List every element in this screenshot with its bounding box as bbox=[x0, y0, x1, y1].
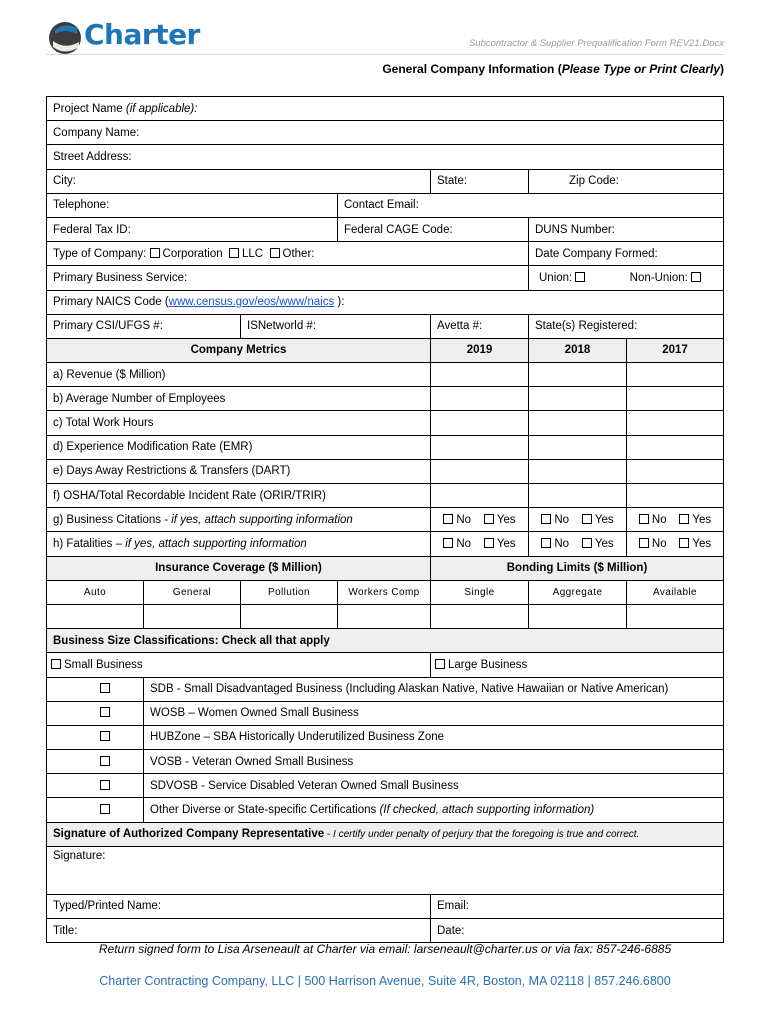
insurance-input[interactable] bbox=[338, 604, 431, 628]
yes-checkbox[interactable] bbox=[679, 514, 689, 524]
federal-cage-field[interactable]: Federal CAGE Code: bbox=[338, 217, 529, 241]
return-instructions: Return signed form to Lisa Arseneault at Charter via email: larseneault@charter.us or via fax: 857-246-6885 bbox=[98, 942, 672, 956]
form-reference: Subcontractor & Supplier Prequalification Form REV21.Docx bbox=[468, 38, 724, 49]
metric-input[interactable] bbox=[627, 411, 724, 435]
metric-input[interactable] bbox=[431, 387, 529, 411]
yes-checkbox[interactable] bbox=[582, 514, 592, 524]
certification-checkbox-cell bbox=[47, 798, 144, 822]
certification-row bbox=[47, 774, 724, 798]
insurance-col-general: General bbox=[144, 580, 241, 604]
insurance-input[interactable] bbox=[144, 604, 241, 628]
company-footer: Charter Contracting Company, LLC | 500 Harrison Avenue, Suite 4R, Boston, MA 02118 | 857.246.6800 bbox=[99, 974, 671, 988]
federal-tax-id-field[interactable]: Federal Tax ID: bbox=[47, 217, 338, 241]
metrics-header: Company Metrics bbox=[47, 338, 431, 362]
csi-field[interactable]: Primary CSI/UFGS #: bbox=[47, 314, 241, 338]
date-field[interactable]: Date: bbox=[431, 919, 724, 943]
metric-input[interactable] bbox=[529, 363, 627, 387]
title-row bbox=[47, 919, 724, 943]
corporation-checkbox[interactable] bbox=[150, 248, 160, 258]
insurance-bonding-input-row bbox=[47, 604, 724, 628]
yes-checkbox[interactable] bbox=[679, 538, 689, 548]
certification-row bbox=[47, 798, 724, 822]
no-checkbox[interactable] bbox=[541, 514, 551, 524]
metric-input[interactable] bbox=[431, 363, 529, 387]
metric-input[interactable] bbox=[627, 484, 724, 508]
certification-row bbox=[47, 750, 724, 774]
metrics-row bbox=[47, 411, 724, 435]
other-checkbox[interactable] bbox=[270, 248, 280, 258]
year-2018: 2018 bbox=[529, 338, 627, 362]
no-checkbox[interactable] bbox=[443, 538, 453, 548]
business-size-header: Business Size Classifications: Check all that apply bbox=[47, 629, 724, 653]
row-type-of-company bbox=[47, 242, 724, 266]
row-city bbox=[47, 169, 724, 193]
union-checkbox[interactable] bbox=[575, 272, 585, 282]
large-business-checkbox[interactable] bbox=[435, 659, 445, 669]
row-project-name bbox=[47, 97, 724, 121]
logo-text: Charter bbox=[84, 18, 200, 51]
yes-checkbox[interactable] bbox=[484, 514, 494, 524]
duns-field[interactable]: DUNS Number: bbox=[529, 217, 724, 241]
certification-label: HUBZone – SBA Historically Underutilized Business Zone bbox=[144, 725, 724, 749]
insurance-header: Insurance Coverage ($ Million) bbox=[47, 556, 431, 580]
metric-input[interactable] bbox=[529, 435, 627, 459]
row-street-address bbox=[47, 145, 724, 169]
prequalification-form bbox=[46, 96, 724, 943]
other-certification-checkbox[interactable] bbox=[100, 804, 110, 814]
signature-field[interactable]: Signature: bbox=[47, 846, 724, 894]
fatalities-2017: No Yes bbox=[627, 532, 724, 556]
metric-label: b) Average Number of Employees bbox=[47, 387, 431, 411]
metric-label: d) Experience Modification Rate (EMR) bbox=[47, 435, 431, 459]
certification-label: SDVOSB - Service Disabled Veteran Owned Small Business bbox=[144, 774, 724, 798]
small-business-option: Small Business bbox=[47, 653, 431, 677]
metric-label: f) OSHA/Total Recordable Incident Rate (ORIR/TRIR) bbox=[47, 484, 431, 508]
llc-checkbox[interactable] bbox=[229, 248, 239, 258]
business-size-header-row bbox=[47, 629, 724, 653]
zip-field[interactable]: Zip Code: bbox=[529, 169, 724, 193]
fatalities-2018: No Yes bbox=[529, 532, 627, 556]
project-name-field[interactable]: Project Name (if applicable): bbox=[47, 97, 724, 121]
insurance-input[interactable] bbox=[241, 604, 338, 628]
naics-link[interactable]: www.census.gov/eos/www/naics bbox=[168, 296, 335, 309]
typed-name-row bbox=[47, 894, 724, 918]
certification-checkbox-cell bbox=[47, 774, 144, 798]
metrics-row bbox=[47, 387, 724, 411]
insurance-col-pollution: Pollution bbox=[241, 580, 338, 604]
metrics-row bbox=[47, 459, 724, 483]
date-formed-field[interactable]: Date Company Formed: bbox=[529, 242, 724, 266]
email-field[interactable]: Email: bbox=[431, 894, 724, 918]
sdb-checkbox[interactable] bbox=[100, 683, 110, 693]
large-business-option: Large Business bbox=[431, 653, 724, 677]
typed-name-field[interactable]: Typed/Printed Name: bbox=[47, 894, 431, 918]
certification-label: SDB - Small Disadvantaged Business (Including Alaskan Native, Native Hawaiian or Native American) bbox=[144, 677, 724, 701]
certification-row bbox=[47, 677, 724, 701]
no-checkbox[interactable] bbox=[541, 538, 551, 548]
citations-2017: No Yes bbox=[627, 508, 724, 532]
citations-2018: No Yes bbox=[529, 508, 627, 532]
bonding-input[interactable] bbox=[431, 604, 529, 628]
citations-row bbox=[47, 508, 724, 532]
states-registered-field[interactable]: State(s) Registered: bbox=[529, 314, 724, 338]
union-field: Union: Non-Union: bbox=[529, 266, 724, 290]
small-business-checkbox[interactable] bbox=[51, 659, 61, 669]
certification-label: Other Diverse or State-specific Certifications (If checked, attach supporting information) bbox=[144, 798, 724, 822]
year-2017: 2017 bbox=[627, 338, 724, 362]
signature-header: Signature of Authorized Company Representative - I certify under penalty of perjury that the foregoing is true and correct. bbox=[47, 822, 724, 846]
metrics-header-row bbox=[47, 338, 724, 362]
row-federal bbox=[47, 217, 724, 241]
street-address-field[interactable]: Street Address: bbox=[47, 145, 724, 169]
row-csi bbox=[47, 314, 724, 338]
yes-checkbox[interactable] bbox=[582, 538, 592, 548]
metrics-row bbox=[47, 363, 724, 387]
fatalities-label: h) Fatalities – if yes, attach supporting information bbox=[47, 532, 431, 556]
insurance-col-workers-comp: Workers Comp bbox=[338, 580, 431, 604]
type-of-company-field: Type of Company: Corporation LLC Other: bbox=[47, 242, 529, 266]
signature-header-row bbox=[47, 822, 724, 846]
contact-email-field[interactable]: Contact Email: bbox=[338, 193, 724, 217]
row-telephone bbox=[47, 193, 724, 217]
section-title: General Company Information (Please Type or Print Clearly) bbox=[382, 62, 724, 76]
metric-input[interactable] bbox=[627, 459, 724, 483]
fatalities-row bbox=[47, 532, 724, 556]
citations-label: g) Business Citations - if yes, attach supporting information bbox=[47, 508, 431, 532]
state-field[interactable]: State: bbox=[431, 169, 529, 193]
certification-checkbox-cell bbox=[47, 725, 144, 749]
wosb-checkbox[interactable] bbox=[100, 707, 110, 717]
certification-checkbox-cell bbox=[47, 677, 144, 701]
business-size-row bbox=[47, 653, 724, 677]
metric-input[interactable] bbox=[627, 435, 724, 459]
certification-row bbox=[47, 701, 724, 725]
fatalities-2019: No Yes bbox=[431, 532, 529, 556]
year-2019: 2019 bbox=[431, 338, 529, 362]
city-field[interactable]: City: bbox=[47, 169, 431, 193]
metric-label: e) Days Away Restrictions & Transfers (DART) bbox=[47, 459, 431, 483]
insurance-input[interactable] bbox=[47, 604, 144, 628]
metrics-row bbox=[47, 435, 724, 459]
bonding-input[interactable] bbox=[529, 604, 627, 628]
metric-input[interactable] bbox=[431, 435, 529, 459]
company-name-field[interactable]: Company Name: bbox=[47, 121, 724, 145]
row-primary-business bbox=[47, 266, 724, 290]
metric-input[interactable] bbox=[627, 387, 724, 411]
bonding-header: Bonding Limits ($ Million) bbox=[431, 556, 724, 580]
insurance-col-auto: Auto bbox=[47, 580, 144, 604]
telephone-field[interactable]: Telephone: bbox=[47, 193, 338, 217]
insurance-bonding-header-row bbox=[47, 556, 724, 580]
avetta-field[interactable]: Avetta #: bbox=[431, 314, 529, 338]
metric-input[interactable] bbox=[431, 459, 529, 483]
metric-input[interactable] bbox=[529, 411, 627, 435]
metric-input[interactable] bbox=[431, 411, 529, 435]
title-field[interactable]: Title: bbox=[47, 919, 431, 943]
bonding-col-aggregate: Aggregate bbox=[529, 580, 627, 604]
row-naics bbox=[47, 290, 724, 314]
sdvosb-checkbox[interactable] bbox=[100, 780, 110, 790]
metric-input[interactable] bbox=[529, 459, 627, 483]
naics-field[interactable]: Primary NAICS Code (www.census.gov/eos/www/naics ): bbox=[47, 290, 724, 314]
certification-checkbox-cell bbox=[47, 701, 144, 725]
row-company-name bbox=[47, 121, 724, 145]
metric-label: a) Revenue ($ Million) bbox=[47, 363, 431, 387]
metrics-row bbox=[47, 484, 724, 508]
non-union-checkbox[interactable] bbox=[691, 272, 701, 282]
metric-input[interactable] bbox=[627, 363, 724, 387]
vosb-checkbox[interactable] bbox=[100, 756, 110, 766]
signature-row bbox=[47, 846, 724, 894]
no-checkbox[interactable] bbox=[639, 514, 649, 524]
metric-input[interactable] bbox=[431, 484, 529, 508]
certification-label: WOSB – Women Owned Small Business bbox=[144, 701, 724, 725]
no-checkbox[interactable] bbox=[639, 538, 649, 548]
certification-row bbox=[47, 725, 724, 749]
metric-label: c) Total Work Hours bbox=[47, 411, 431, 435]
no-checkbox[interactable] bbox=[443, 514, 453, 524]
certification-label: VOSB - Veteran Owned Small Business bbox=[144, 750, 724, 774]
bonding-col-single: Single bbox=[431, 580, 529, 604]
isnetworld-field[interactable]: ISNetworld #: bbox=[241, 314, 431, 338]
citations-2019: No Yes bbox=[431, 508, 529, 532]
hubzone-checkbox[interactable] bbox=[100, 731, 110, 741]
primary-business-field[interactable]: Primary Business Service: bbox=[47, 266, 529, 290]
metric-input[interactable] bbox=[529, 387, 627, 411]
bonding-input[interactable] bbox=[627, 604, 724, 628]
metric-input[interactable] bbox=[529, 484, 627, 508]
header-divider bbox=[46, 54, 724, 55]
certification-checkbox-cell bbox=[47, 750, 144, 774]
yes-checkbox[interactable] bbox=[484, 538, 494, 548]
insurance-bonding-columns-row bbox=[47, 580, 724, 604]
bonding-col-available: Available bbox=[627, 580, 724, 604]
